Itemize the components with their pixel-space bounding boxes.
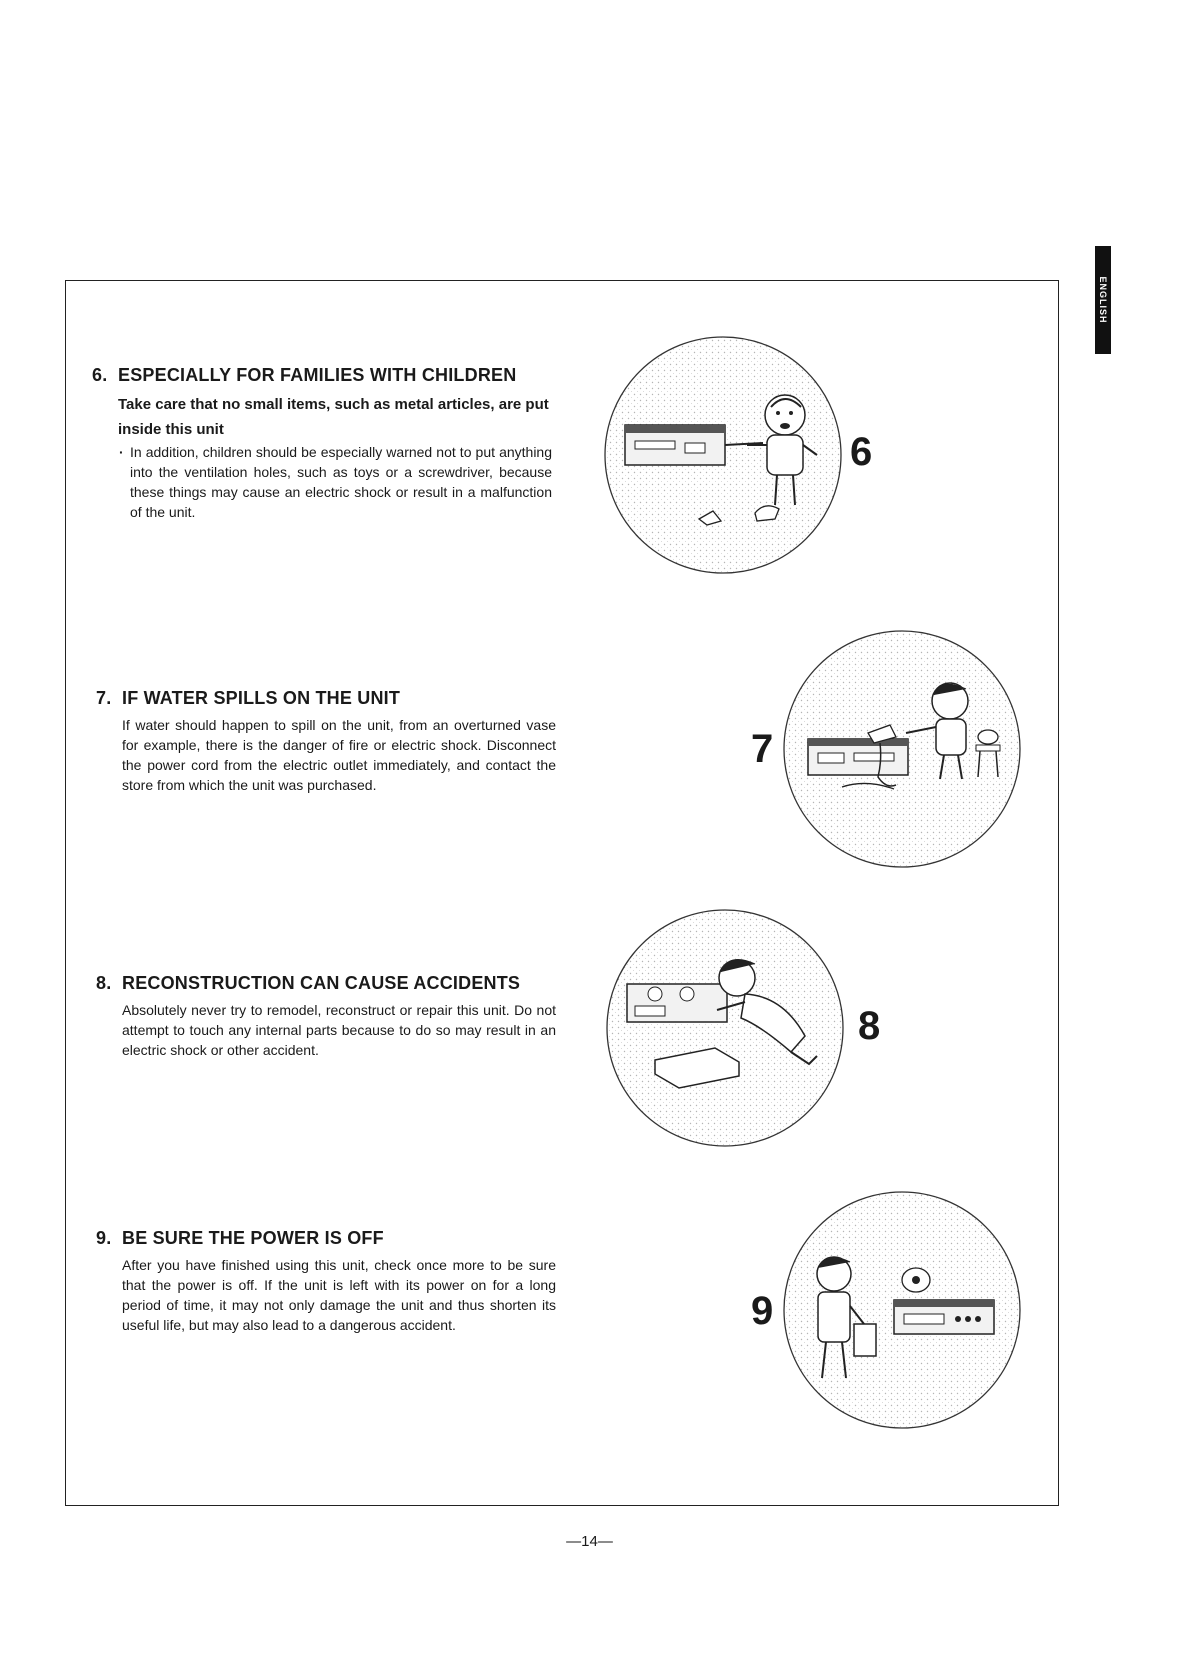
figure-label-8: 8 xyxy=(858,1004,881,1048)
illustration-water-spill-phone-call xyxy=(782,627,1022,871)
illustration-person-opening-unit xyxy=(605,906,845,1150)
language-tab xyxy=(1095,246,1111,354)
language-tab-label: ENGLISH xyxy=(1098,276,1108,324)
section-6-text: · In addition, children should be especially warned not to put anything into the ventilation holes, such as toys or a screwdriver, because these things may cause an electric shock or result in a malfunction of the unit. xyxy=(118,442,552,522)
section-7-text: If water should happen to spill on the unit, from an overturned vase for example, there is the danger of fire or electric shock. Disconnect the power cord from the electric outlet immediately, and contact the store from which the unit was purchased. xyxy=(122,717,556,793)
section-8-heading: 8. RECONSTRUCTION CAN CAUSE ACCIDENTS xyxy=(96,973,521,993)
section-6-heading: 6. ESPECIALLY FOR FAMILIES WITH CHILDREN xyxy=(92,365,517,385)
section-8-text: Absolutely never try to remodel, reconstruct or repair this unit. Do not attempt to touch any internal parts because to do so may result in an electric shock or other accident. xyxy=(122,1002,556,1058)
section-9-heading: 9. BE SURE THE POWER IS OFF xyxy=(96,1228,384,1248)
figure-label-9: 9 xyxy=(751,1289,774,1333)
section-6 xyxy=(92,365,552,522)
illustration-child-inserting-object xyxy=(603,333,843,577)
figure-label-7: 7 xyxy=(751,727,774,771)
section-9-text: After you have finished using this unit, check once more to be sure that the power is off. If the unit is left with its power on for a long period of time, it may not only damage the unit and thus shorten its useful life, but may also lead to a dangerous accident. xyxy=(122,1257,556,1333)
section-8 xyxy=(96,973,556,1060)
illustration-person-leaving-unit-on xyxy=(782,1188,1022,1432)
section-7-heading: 7. IF WATER SPILLS ON THE UNIT xyxy=(96,688,401,708)
page-number: —14— xyxy=(566,1533,613,1550)
figure-label-6: 6 xyxy=(850,430,873,474)
section-6-subheading: Take care that no small items, such as metal articles, are put inside this unit xyxy=(118,396,549,438)
section-7 xyxy=(96,688,556,795)
section-9 xyxy=(96,1228,556,1335)
